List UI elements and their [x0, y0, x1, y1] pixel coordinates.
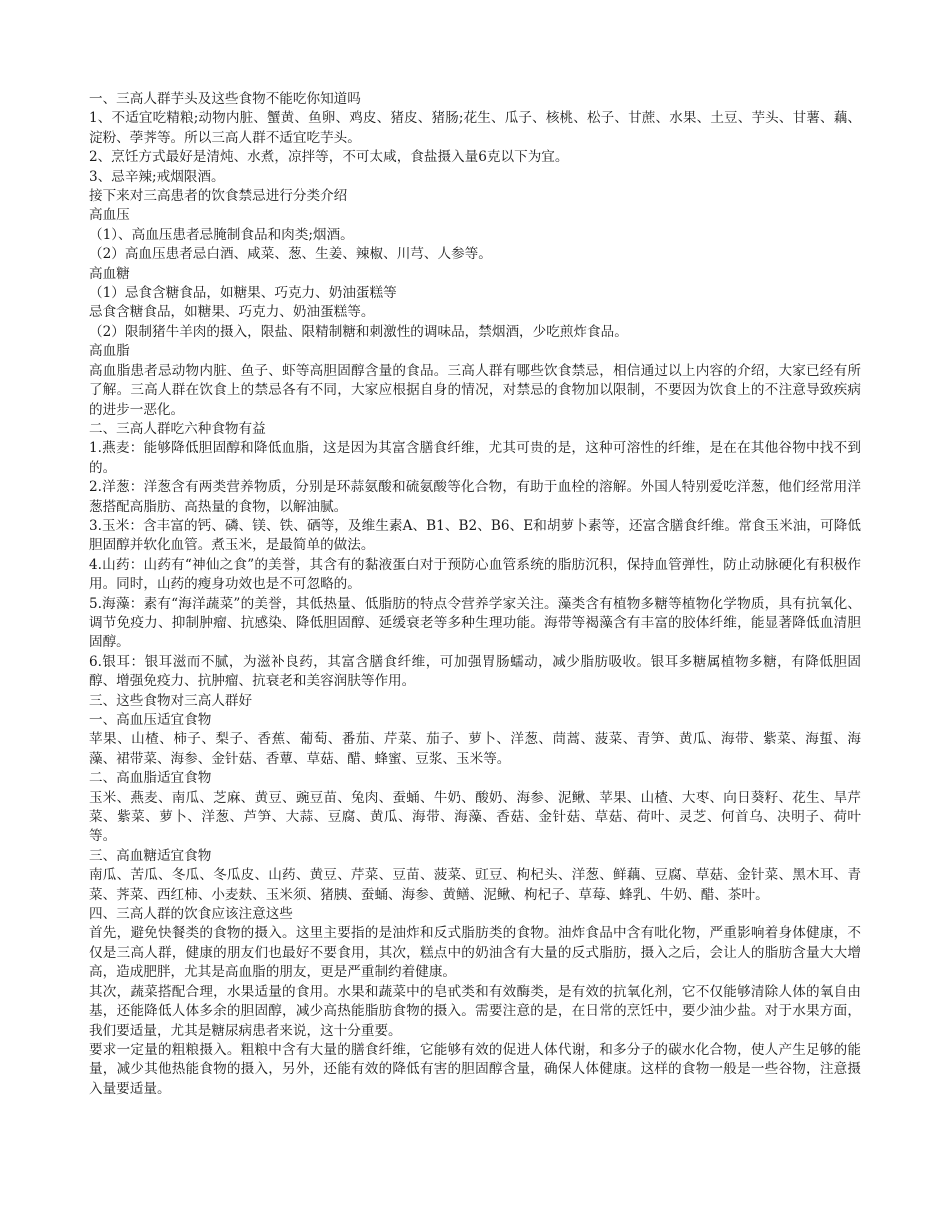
paragraph: （2）限制猪牛羊肉的摄入，限盐、限精制糖和刺激性的调味品，禁烟酒，少吃煎炸食品。 [89, 323, 628, 340]
paragraph: 6.银耳：银耳滋而不腻，为滋补良药，其富含膳食纤维，可加强胃肠蠕动，减少脂肪吸收。银耳多糖属植物多糖，有降低胆固醇、增强免疫力、抗肿瘤、抗衰老和美容润肤等作用。 [89, 653, 861, 690]
paragraph: （1）忌食含糖食品，如糖果、巧克力、奶油蛋糕等 [89, 285, 397, 302]
paragraph: 高血脂患者忌动物内脏、鱼子、虾等高胆固醇含量的食品。三高人群有哪些饮食禁忌，相信通过以上内容的介绍，大家已经有所了解。三高人群在饮食上的禁忌各有不同，大家应根据自身的情况，对禁忌的食物加以限制，不要因为饮食上的不注意导致疾病的进步一恶化。 [89, 362, 861, 418]
paragraph: （1）、高血压患者忌腌制食品和肉类;烟酒。 [89, 226, 354, 243]
heading-section-1: 一、三高人群芋头及这些食物不能吃你知道吗 [89, 91, 361, 107]
subheading-hypertension: 高血压 [89, 207, 130, 224]
paragraph: 其次，蔬菜搭配合理，水果适量的食用。水果和蔬菜中的皂甙类和有效酶类，是有效的抗氧化剂，它不仅能够清除人体的氧自由基，还能降低人体多余的胆固醇，减少高热能脂肪食物的摄入。需要注意的是，在日常的烹饪中，要少油少盐。对于水果方面，我们要适量，尤其是糖尿病患者来说，这十分重要。 [89, 983, 861, 1039]
paragraph: 首先，避免快餐类的食物的摄入。这里主要指的是油炸和反式脂肪类的食物。油炸食品中含有吡化物，严重影响着身体健康，不仅是三高人群，健康的朋友们也最好不要食用，其次，糕点中的奶油含有大量的反式脂肪，摄入之后，会让人的脂肪含量大大增高，造成肥胖，尤其是高血脂的朋友，更是严重制约着健康。 [89, 925, 861, 981]
paragraph: （2）高血压患者忌白酒、咸菜、葱、生姜、辣椒、川芎、人参等。 [89, 246, 492, 263]
paragraph: 南瓜、苦瓜、冬瓜、冬瓜皮、山药、黄豆、芹菜、豆苗、菠菜、豇豆、枸杞头、洋葱、鲜藕、豆腐、草菇、金针菜、黑木耳、青菜、荠菜、西红柿、小麦麸、玉米须、猪胰、蚕蛹、海参、黄鳝、泥鳅、枸杞子、草莓、蜂乳、牛奶、醋、茶叶。 [89, 867, 861, 903]
paragraph: 苹果、山楂、柿子、梨子、香蕉、葡萄、番茄、芹菜、茄子、萝卜、洋葱、茼蒿、菠菜、青笋、黄瓜、海带、紫菜、海蜇、海藻、裙带菜、海参、金针菇、香蕈、草菇、醋、蜂蜜、豆浆、玉米等。 [89, 731, 861, 767]
subheading-hyperglycemia-foods: 三、高血糖适宜食物 [89, 847, 212, 864]
paragraph: 3.玉米：含丰富的钙、磷、镁、铁、硒等，及维生素A、B1、B2、B6、E和胡萝卜素等，还富含膳食纤维。常食玉米油，可降低胆固醇并软化血管。煮玉米，是最简单的做法。 [89, 517, 861, 554]
heading-section-4: 四、三高人群的饮食应该注意这些 [89, 906, 293, 923]
paragraph: 2、烹饪方式最好是清炖、水煮，凉拌等，不可太咸，食盐摄入量6克以下为宜。 [89, 149, 569, 166]
subheading-hypertension-foods: 一、高血压适宜食物 [89, 712, 212, 728]
document-body [89, 90, 861, 1099]
paragraph: 接下来对三高患者的饮食禁忌进行分类介绍 [89, 188, 348, 205]
paragraph: 3、忌辛辣;戒烟限酒。 [89, 168, 225, 185]
subheading-hyperlipidemia-foods: 二、高血脂适宜食物 [89, 770, 212, 787]
paragraph: 1.燕麦：能够降低胆固醇和降低血脂，这是因为其富含膳食纤维，尤其可贵的是，这种可溶性的纤维，是在在其他谷物中找不到的。 [89, 440, 861, 476]
paragraph: 要求一定量的粗粮摄入。粗粮中含有大量的膳食纤维，它能够有效的促进人体代谢，和多分子的碳水化合物，使人产生足够的能量，减少其他热能食物的摄入，另外，还能有效的降低有害的胆固醇含量，确保人体健康。这样的食物一般是一些谷物，注意摄入量要适量。 [89, 1041, 861, 1097]
paragraph: 5.海藻：素有“海洋蔬菜”的美誉，其低热量、低脂肪的特点令营养学家关注。藻类含有植物多糖等植物化学物质，具有抗氧化、调节免疫力、抑制肿瘤、抗感染、降低胆固醇、延缓衰老等多种生理功能。海带等褐藻含有丰富的胶体纤维，能显著降低血清胆固醇。 [89, 595, 861, 651]
paragraph: 忌食含糖食品，如糖果、巧克力、奶油蛋糕等。 [89, 304, 375, 321]
paragraph: 2.洋葱：洋葱含有两类营养物质，分别是环蒜氨酸和硫氨酸等化合物，有助于血栓的溶解。外国人特别爱吃洋葱，他们经常用洋葱搭配高脂肪、高热量的食物，以解油腻。 [89, 479, 861, 515]
paragraph: 玉米、燕麦、南瓜、芝麻、黄豆、豌豆苗、兔肉、蚕蛹、牛奶、酸奶、海参、泥鳅、苹果、山楂、大枣、向日葵籽、花生、旱芹菜、紫菜、萝卜、洋葱、芦笋、大蒜、豆腐、黄瓜、海带、海藻、香菇、金针菇、草菇、荷叶、灵芝、何首乌、决明子、荷叶等。 [89, 789, 861, 845]
subheading-hyperlipidemia: 高血脂 [89, 343, 130, 360]
paragraph: 4.山药：山药有“神仙之食”的美誉，其含有的黏液蛋白对于预防心血管系统的脂肪沉积，保持血管弹性，防止动脉硬化有积极作用。同时，山药的瘦身功效也是不可忽略的。 [89, 556, 861, 593]
heading-section-3: 三、这些食物对三高人群好 [89, 692, 253, 709]
paragraph: 1、不适宜吃精粮;动物内脏、蟹黄、鱼卵、鸡皮、猪皮、猪肠;花生、瓜子、核桃、松子、甘蔗、水果、土豆、芋头、甘薯、藕、淀粉、荸荠等。所以三高人群不适宜吃芋头。 [89, 110, 861, 146]
heading-section-2: 二、三高人群吃六种食物有益 [89, 420, 266, 437]
subheading-hyperglycemia: 高血糖 [89, 265, 130, 282]
